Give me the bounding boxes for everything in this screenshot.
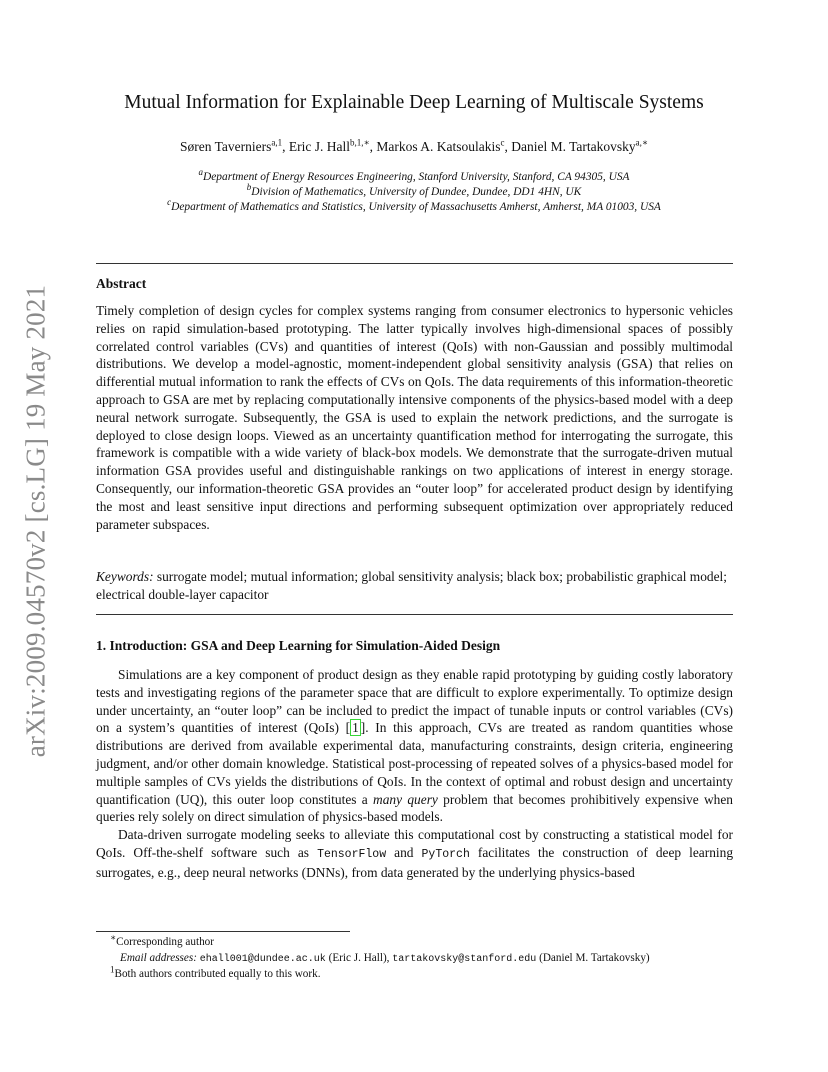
footnote-equal-contribution [110,964,650,983]
abstract-top-rule [96,263,733,264]
affiliation-c [0,197,828,213]
abstract-body [96,302,733,533]
author-affil-mark: a,∗ [635,137,649,148]
citation-link[interactable]: 1 [352,720,359,736]
footnote-emails [110,951,650,968]
email-link[interactable]: ehall001@dundee.ac.uk [199,953,326,965]
affiliation-a [0,167,828,183]
footnotes [110,932,650,983]
keywords-label: Keywords: [96,569,154,584]
email-label: Email addresses: [120,951,197,964]
abstract-heading: Abstract [96,276,147,291]
section-heading: 1. Introduction: GSA and Deep Learning for Simulation-Aided Design [96,638,501,653]
text-run: Data-driven surrogate modeling seeks to alleviate this computational cost by constructing a statistical model for QoIs. Off-the-shelf software such as [96,827,733,860]
footnote-text: Corresponding author [116,936,214,948]
emphasis-text: many query [373,791,438,807]
affiliation-text: Department of Mathematics and Statistics, University of Massachusetts Amherst, Amherst, MA 01003, USA [171,201,661,213]
arxiv-id-text: arXiv:2009.04570v2 [cs.LG] 19 May 2021 [20,284,51,758]
affiliation-mark: a [198,167,204,178]
code-text: TensorFlow [317,847,387,861]
author-name: Markos A. Katsoulakis [376,139,501,154]
affiliation-mark: c [167,197,172,208]
footnote-text: Both authors contributed equally to this work. [114,968,321,980]
author-affil-mark: c [500,137,505,148]
affiliation-text: Division of Mathematics, University of Dundee, Dundee, DD1 4HN, UK [251,186,582,198]
text-run: and [386,844,422,860]
footnote-mark: 1 [110,964,115,975]
text-run: facilitates the construction of deep learning surrogates, e.g., deep neural networks (DNNs), from data generated by the underlying physics-based [96,844,734,880]
text-run: ]. In this approach, CVs are treated as random quantities whose distributions are derived from available experimental data, manufacturing constraints, design criteria, engineering judgment, and/or other domain knowledge. Statistical post-processing of repeated solves of a physics-based model for multiple samples of CVs yields the distributions of QoIs. In the context of optimal and robust design and uncertainty quantification (UQ), this outer loop constitutes a [96,720,733,807]
author-affil-mark: b,1,∗ [349,137,370,148]
author-name: Daniel M. Tartakovsky [511,139,636,154]
keywords [96,568,733,604]
text-run: Simulations are a key component of product design as they enable rapid prototyping by guiding costly laboratory tests and investigating regions of the parameter space that are difficult to explore experimentally. To optimize design under uncertainty, an “outer loop” can be included to predict the impact of tunable inputs or control variables (CVs) on a system’s quantities of interest (QoIs) [ [96,667,733,736]
intro-paragraph-1 [96,666,733,826]
author-affil-mark: a,1 [271,137,283,148]
footnote-text: (Eric J. Hall), [325,951,393,964]
text-run: problem that becomes prohibitively expensive when queries rely solely on direct simulation of physics-based models. [96,791,733,825]
footnote-rule [96,931,350,932]
affiliation-text: Department of Energy Resources Engineering, Stanford University, Stanford, CA 94305, USA [203,171,630,183]
email-link[interactable]: tartakovsky@stanford.edu [392,953,537,965]
intro-body [96,666,733,882]
author-list: Søren Taverniers$^{a,1}$, Eric J. Hall$^{b,1,∗}$, Markos A. Katsoulakis$^c$, Daniel M. Tartakovsky$^{a,∗}$ [179,137,649,154]
affiliation-mark: b [246,182,252,193]
author-name: Søren Taverniers [179,139,272,154]
footnote-text: (Daniel M. Tartakovsky) [536,951,650,964]
affiliation-b [0,182,828,198]
arxiv-side-stamp [16,282,56,760]
paper-title: Mutual Information for Explainable Deep Learning of Multiscale Systems [124,92,704,113]
keywords-text: surrogate model; mutual information; global sensitivity analysis; black box; probabilistic graphical model; electrical double-layer capacitor [96,569,727,602]
abstract-text: Timely completion of design cycles for complex systems ranging from consumer electronics to hypersonic vehicles relies on rapid simulation-based prototyping. The latter typically involves high-dimensional spaces of possibly correlated control variables (CVs) and quantities of interest (QoIs) with non-Gaussian and possibly multimodal distributions. We develop a model-agnostic, moment-independent global sensitivity analysis (GSA) that relies on differential mutual information to rank the effects of CVs on QoIs. The data requirements of this information-theoretic approach to GSA are met by replacing computationally intensive components of the physics-based model with a deep neural network surrogate. Subsequently, the GSA is used to explain the network predictions, and the surrogate is deployed to close design loops. Viewed as an uncertainty quantification method for interrogating the surrogate, this framework is compatible with a wide variety of black-box models. We demonstrate that the surrogate-driven mutual information GSA provides useful and distinguishable rankings on two applications of interest in energy storage. Consequently, our information-theoretic GSA provides an “outer loop” for accelerated product design by identifying the most and least sensitive input directions and performing subsequent optimization over appropriately reduced parameter subspaces. [96,303,733,532]
intro-paragraph-2 [96,826,733,881]
footnote-corresponding: ∗Corresponding author [110,932,214,948]
author-name: Eric J. Hall [288,139,350,154]
abstract-bottom-rule [96,614,733,615]
code-text: PyTorch [421,847,470,861]
